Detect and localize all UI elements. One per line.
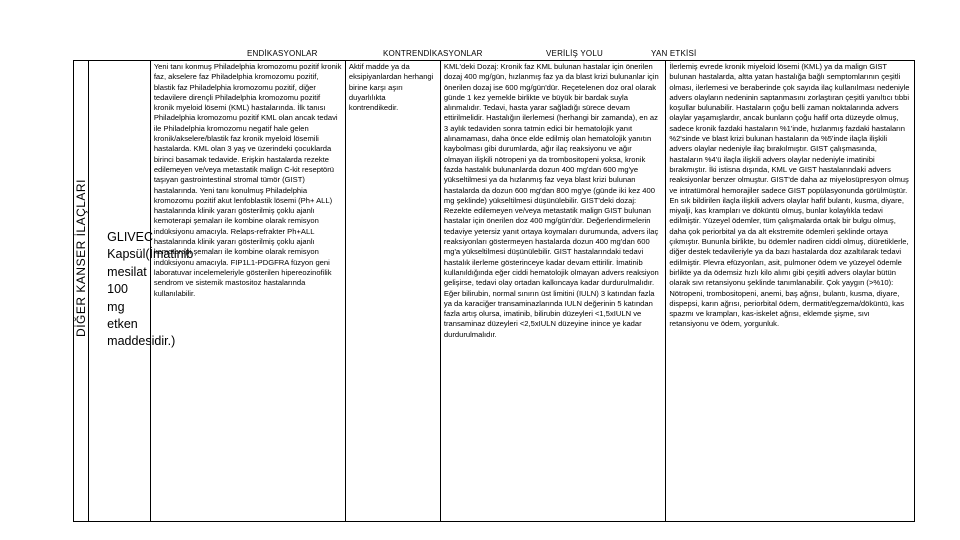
- dosage-text: KML'deki Dozaj: Kronik faz KML bulunan hastalar için önerilen dozaj 400 mg/gün, hızlanmış faz ya da blast krizi bulunanlar için önerilen dozaj ise 600 mg/gün'dür. Reçetelenen doz oral olarak günde 1 kez yemekle birlikte ve büyük bir bardak suyla alınmalıdır. Tedavi, hasta yarar sağladığı sürece devam ettirilmelidir. Hastalığın ilerlemesi (herhangi bir zamanda), en az 3 aylık tedaviden sonra tatmin edici bir hematolojik yanıt alınamaması, daha önce elde edilmiş olan hematolojik yanıtın kaybolması gibi durumlarda, ağır ilaç reaksiyonu ve ağır olmayan ilişkili nötropeni ya da trombositopeni yoksa, kronik fazda hastalık bulunanlarda dozun 400 mg'dan 600 mg'ye yükseltilmesi ya da hızlanmış faz veya blast krizi bulunan hastalarda da dozun 600 mg'dan 800 mg'ye (günde iki kez 400 mg şeklinde) yükseltilmesi düşünülebilir. GIST'deki dozaj: Rezekte edilemeyen ve/veya metastatik malign GIST bulunan hastalar için önerilen doz 400 mg/gün'dür. Değerlendirmelerin tedaviye yetersiz yanıt ortaya koymaları durumunda, advers ilaç reaksiyonları göstermeyen hastalarda dozun 400 mg'dan 600 mg'a yükseltilmesi düşünülebilir. GIST hastalarındaki tedavi hastalık ilerleme gösterinceye kadar devam ettirilir. İmatinib kullanıldığında eğer ciddi hematolojik olmayan advers reaksiyon gelişirse, tedavi olay ortadan kalkıncaya kadar durdurulmalıdır. Eğer bilirubin, normal sınırın üst limitini (IULN) 3 katından fazla ya da karaciğer transaminazlarında IULN değerinin 5 katından fazla artış olursa, imatinib, bilirubin düzeyleri <1,5xIULN ve transaminaz düzeyleri <2,5xIULN düzeyine inince ye kadar durdurulmalıdır.: [443, 62, 659, 339]
- drug-name: GLIVEC Kapsül(İmatinib mesilat 100 mg etken maddesidir.): [107, 230, 194, 349]
- contraindications-text: Aktif madde ya da eksipiyanlardan herhangi birine karşı aşırı duyarlılıkta kontrendikedir.: [348, 62, 434, 113]
- side-effects-cell: [666, 61, 915, 522]
- drug-info-table: [73, 60, 915, 522]
- indications-text: Yeni tanı konmuş Philadelphia kromozomu pozitif kronik faz, akselere faz Philadelphia kromozomu pozitif, blastik faz Philadelphia kromozomu pozitif, diğer tedavilere dirençli Philadelphia kromozomu pozitif kronik myeloid lösemi (KML) hastalarında. İlk tanısı Philadelphia kromozomu pozitif KML olan ancak tedavi ile Philadelphia kromozomu negatif hale gelen kronik/akselere/blastik faz kronik myeloid lösemili hastalarda. KML olan 3 yaş ve üzerindeki çocuklarda birinci basamak tedavide. Erişkin hastalarda rezekte edilemeyen ve/veya metastatik malign C-kit reseptörü taşıyan gastrointestinal stromal tümör (GIST) hastalarında. Yeni tanı konulmuş Philadelphia kromozomu pozitif akut lenfoblastik lösemi (Ph+ ALL) hastalarında klinik yararı gösterilmiş çoklu ajanlı kemoterapi şemaları ile kombine olarak remisyon indüksiyonu amacıyla. Relaps-refrakter Ph+ALL hastalarında klinik yararı gösterilmiş çoklu ajanlı kemoterapi şemaları ile kombine olarak remisyon indüksiyonu amacıyla. FIP1L1-PDGFRA füzyon geni laboratuvar incelemeleriyle gösterilen hipereozinofilik sendrom ve sistemik mastositoz hastalarında kullanılabilir.: [153, 62, 342, 298]
- category-cell: [74, 61, 89, 522]
- table-row: [74, 61, 915, 522]
- header-dosage: VERİLİŞ YOLU: [546, 49, 603, 58]
- contraindications-cell: [345, 61, 440, 522]
- category-label: DİĞER KANSER İLAÇLARI: [74, 179, 88, 337]
- dosage-cell: [440, 61, 665, 522]
- header-indications: ENDİKASYONLAR: [247, 49, 318, 58]
- drug-name-cell: [89, 61, 194, 522]
- indications-cell: [150, 61, 345, 522]
- side-effects-text: İlerlemiş evrede kronik miyeloid lösemi (KML) ya da malign GIST bulunan hastalarda, altta yatan hastalığa bağlı semptomlarının çeşitli olması, ilerlemesi ve beraberinde çok sayıda ilaç kullanılması nedeniyle advers olayların nedeninin saptanmasını zorlaştıran çeşitli yanıltıcı tıbbi koşullar bulunabilir. Hastaların çoğu belli zaman noktalarında advers olaylar yaşamışlardır, ancak bunların çoğu hafif orta düzeyde olmuş, sadece kronik fazdaki hastaların %1'inde, hızlanmış fazdaki hastaların %2'sinde ve blast krizi bulunan hastaların da %5'inde ilaçla ilişkili advers olaylar nedeniyle ilaç bırakılmıştır. GIST çalışmasında, hastaların %4'ü ilaçla ilişkili advers olaylar nedeniyle imatinibi bırakmıştır. İki istisna dışında, KML ve GIST hastalarındaki advers reaksiyonlar benzer olmuştur. GIST'de daha az miyelosüpresyon olmuş ve intratümöral hemorajiler sadece GIST popülasyonunda görülmüştür. En sık bildirilen ilaçla ilişkili advers olaylar hafif bulantı, kusma, diyare, miyalji, kas krampları ve döküntü olmuş, bunlar kolaylıkla tedavi edilmiştir. Yüzeyel ödemler, tüm çalışmalarda ortak bir bulgu olmuş, daha çok periorbital ya da alt ekstremite ödemleri şeklinde ortaya çıkmıştır. Bununla birlikte, bu ödemler nadiren ciddi olmuş, diüretiklerle, diğer destek tedavileriyle ya da bazı hastalarda doz azaltılarak tedavi edilmiştir. Plevra efüzyonları, asit, pulmoner ödem ve yüzeyel ödemle birlikte ya da ödemsiz hızlı kilo alımı gibi çeşitli advers olaylar bütün olarak sıvı retansiyonu şeklinde tanımlanabilir. Çok yaygın (>%10): Nötropeni, trombositopeni, anemi, baş ağrısı, bulantı, kusma, diyare, dispepsi, karın ağrısı, periorbital ödem, dermatit/egzema/döküntü, kas spazmı ve krampları, kas-iskelet ağrısı, eklemde şişme, sıvı retansiyonu ve ödem, yorgunluk.: [669, 62, 910, 329]
- header-contraindications: KONTRENDİKASYONLAR: [383, 49, 483, 58]
- header-side-effects: YAN ETKİSİ: [651, 49, 697, 58]
